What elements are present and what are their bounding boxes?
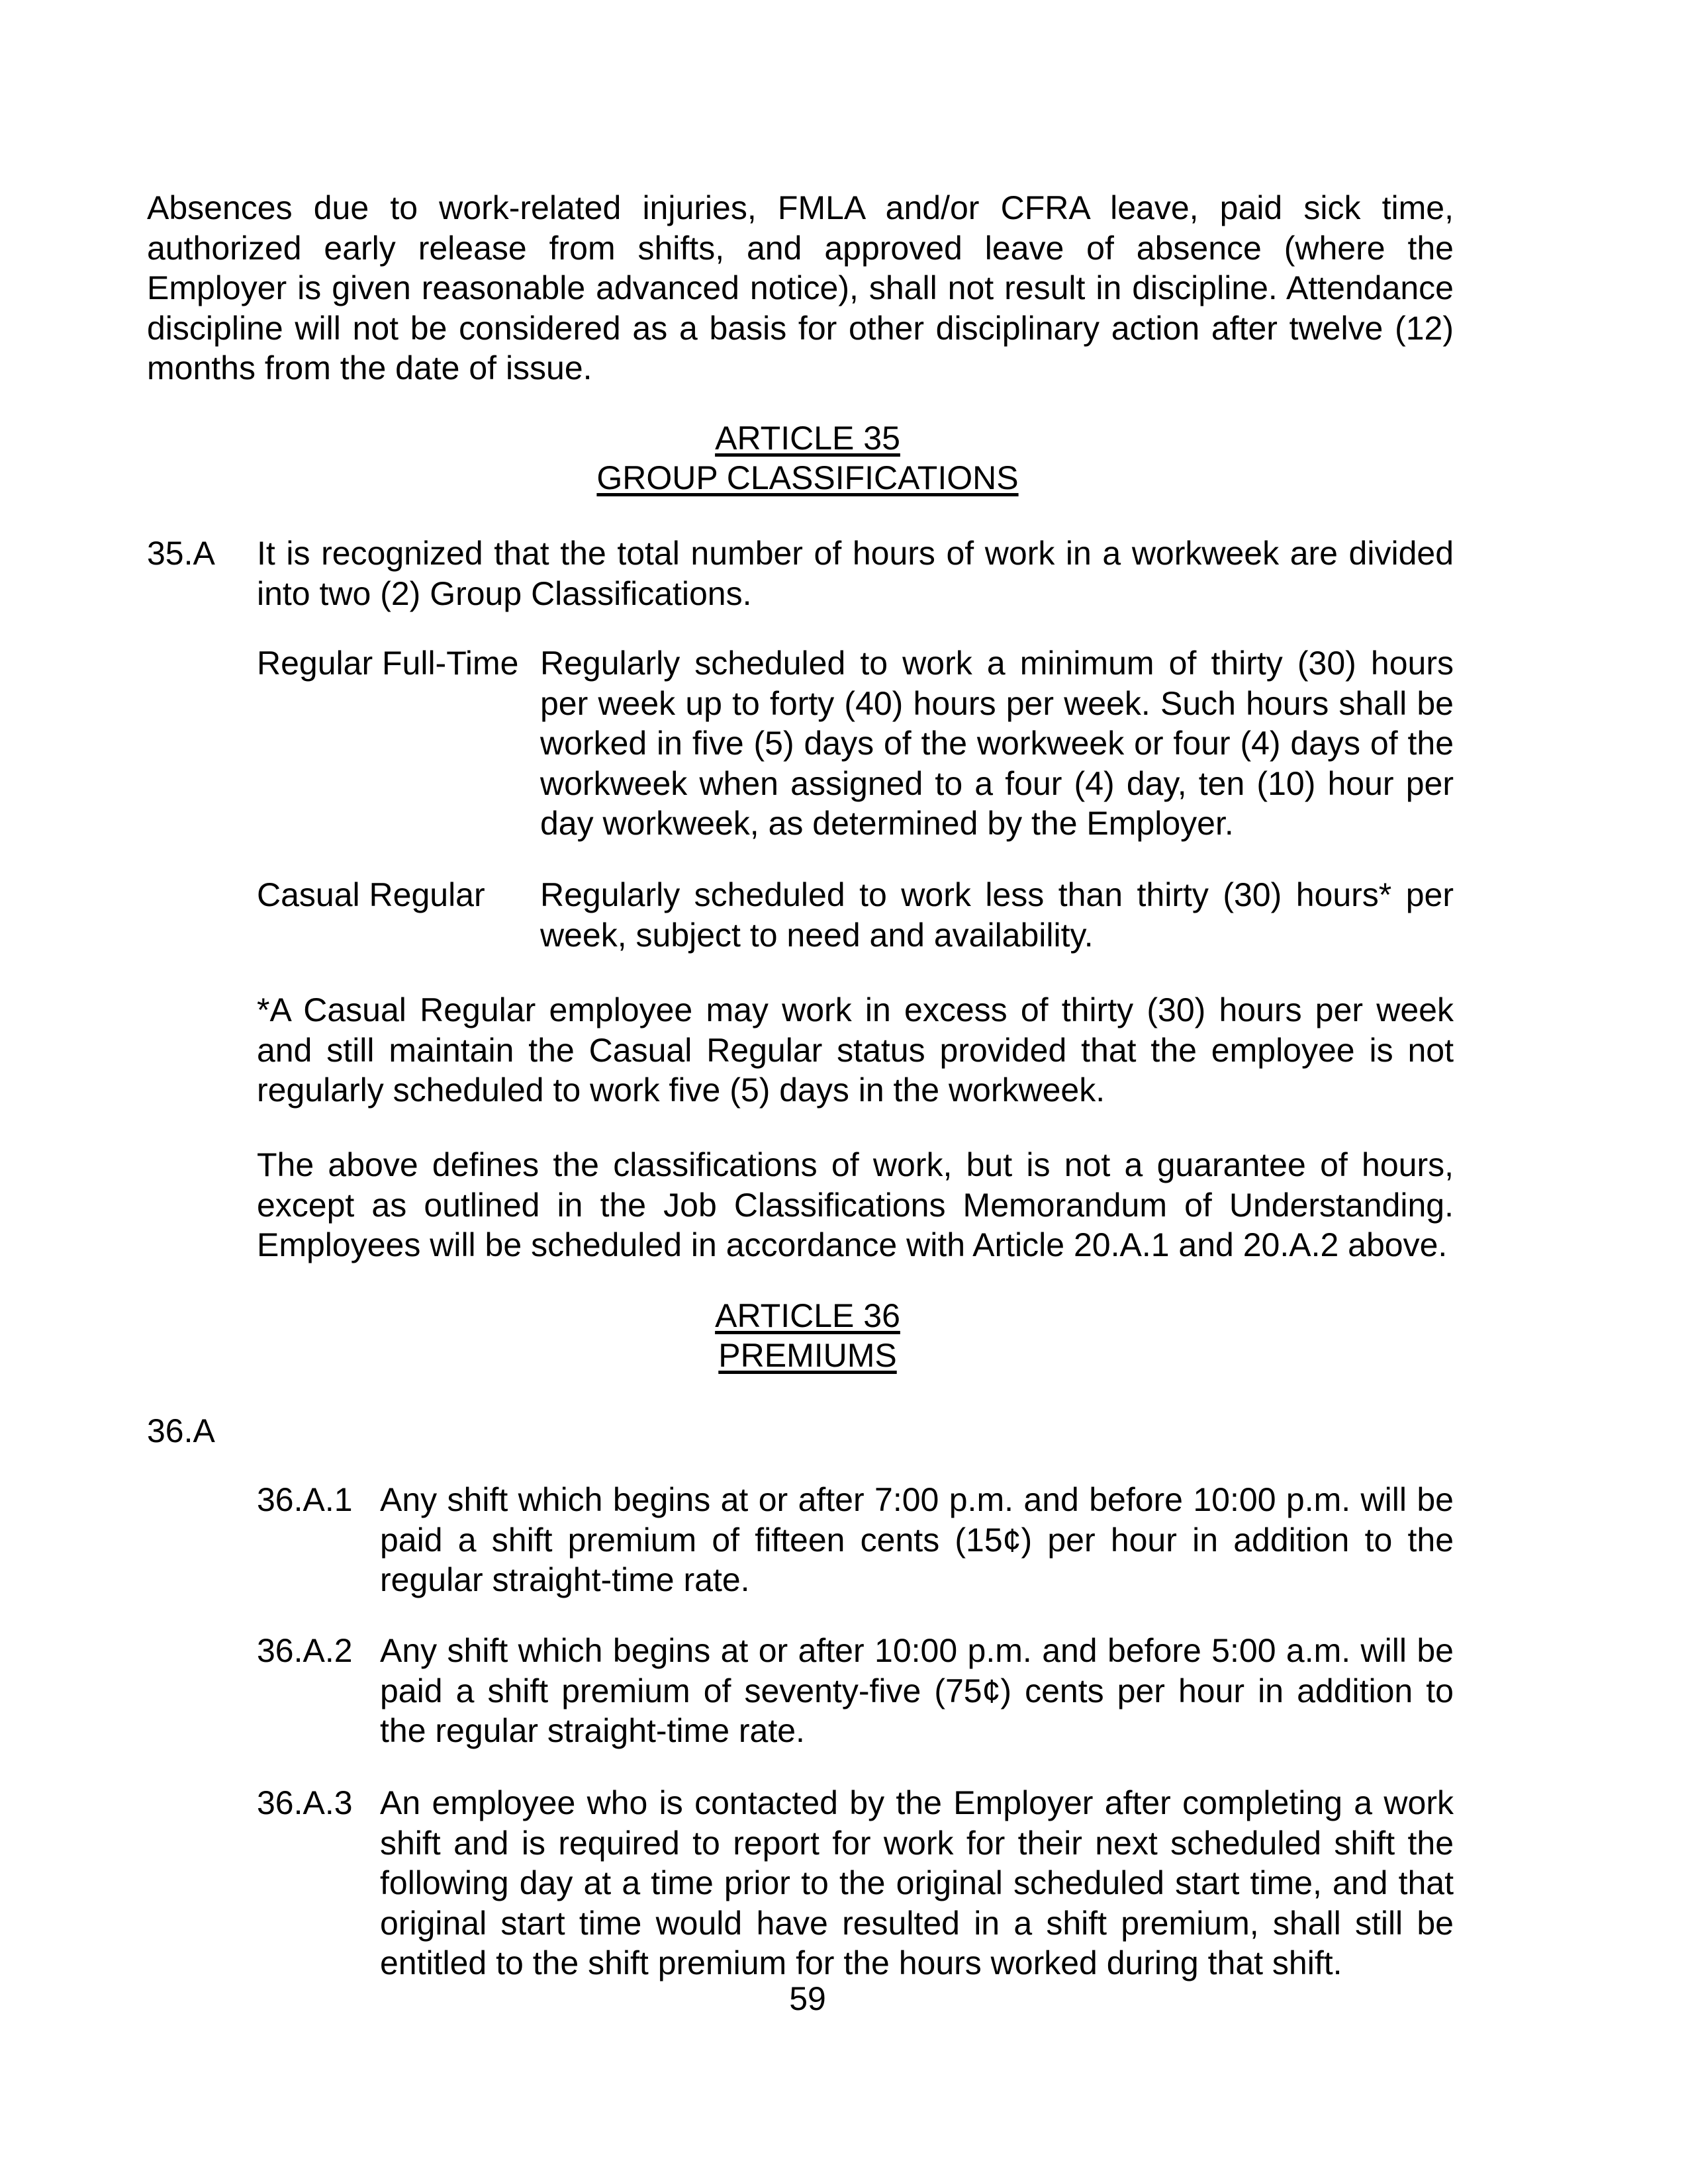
- article-36-number: ARTICLE 36: [715, 1297, 900, 1334]
- section-36a-label: 36.A: [147, 1412, 215, 1449]
- article-36-title: PREMIUMS: [718, 1337, 897, 1374]
- page-number: 59: [789, 1980, 826, 2017]
- section-35a-label: 35.A: [147, 535, 215, 572]
- intro-paragraph: Absences due to work-related injuries, FMLA and/or CFRA leave, paid sick time, authorized early release from shifts, and approved leave of absence (where the Employer is given reasonable advanced notice), shall not result in discipline. Attendance discipline will not be considered as a basis for other disciplinary action after twelve (12) months from the date of issue.: [147, 189, 1454, 387]
- item-36a1-text: Any shift which begins at or after 7:00 p.m. and before 10:00 p.m. will be paid a shift premium of fifteen cents (15¢) per hour in addition to the regular straight-time rate.: [380, 1481, 1454, 1598]
- casual-regular-footnote: *A Casual Regular employee may work in excess of thirty (30) hours per week and still maintain the Casual Regular status provided that the employee is not regularly scheduled to work five (5) days in the workweek.: [257, 991, 1454, 1109]
- classifications-closing-paragraph: The above defines the classifications of work, but is not a guarantee of hours, except as outlined in the Job Classifications Memorandum of Understanding. Employees will be scheduled in accordance with Article 20.A.1 and 20.A.2 above.: [257, 1146, 1454, 1263]
- classification-term-regular-full-time: Regular Full-Time: [257, 645, 519, 682]
- section-35a-text: It is recognized that the total number of hours of work in a workweek are divided into two (2) Group Classifications.: [257, 535, 1454, 612]
- item-36a3-label: 36.A.3: [257, 1784, 353, 1821]
- article-36-heading: [0, 1296, 1615, 1375]
- classification-term-casual-regular: Casual Regular: [257, 876, 485, 913]
- article-35-number: ARTICLE 35: [715, 420, 900, 457]
- item-36a2-text: Any shift which begins at or after 10:00 p.m. and before 5:00 a.m. will be paid a shift premium of seventy-five (75¢) cents per hour in addition to the regular straight-time rate.: [380, 1632, 1454, 1749]
- article-35-title: GROUP CLASSIFICATIONS: [596, 459, 1019, 496]
- item-36a2-label: 36.A.2: [257, 1632, 353, 1669]
- item-36a3-text: An employee who is contacted by the Employer after completing a work shift and is required to report for work for their next scheduled shift the following day at a time prior to the original scheduled start time, and that original start time would have resulted in a shift premium, shall still be entitled to the shift premium for the hours worked during that shift.: [380, 1784, 1454, 1981]
- classification-definition-casual-regular: Regularly scheduled to work less than thirty (30) hours* per week, subject to need and availability.: [540, 876, 1454, 954]
- classification-definition-regular-full-time: Regularly scheduled to work a minimum of thirty (30) hours per week up to forty (40) hours per week. Such hours shall be worked in five (5) days of the workweek or four (4) days of the workweek when assigned to a four (4) day, ten (10) hour per day workweek, as determined by the Employer.: [540, 645, 1454, 842]
- item-36a1-label: 36.A.1: [257, 1481, 353, 1518]
- article-35-heading: [0, 418, 1615, 498]
